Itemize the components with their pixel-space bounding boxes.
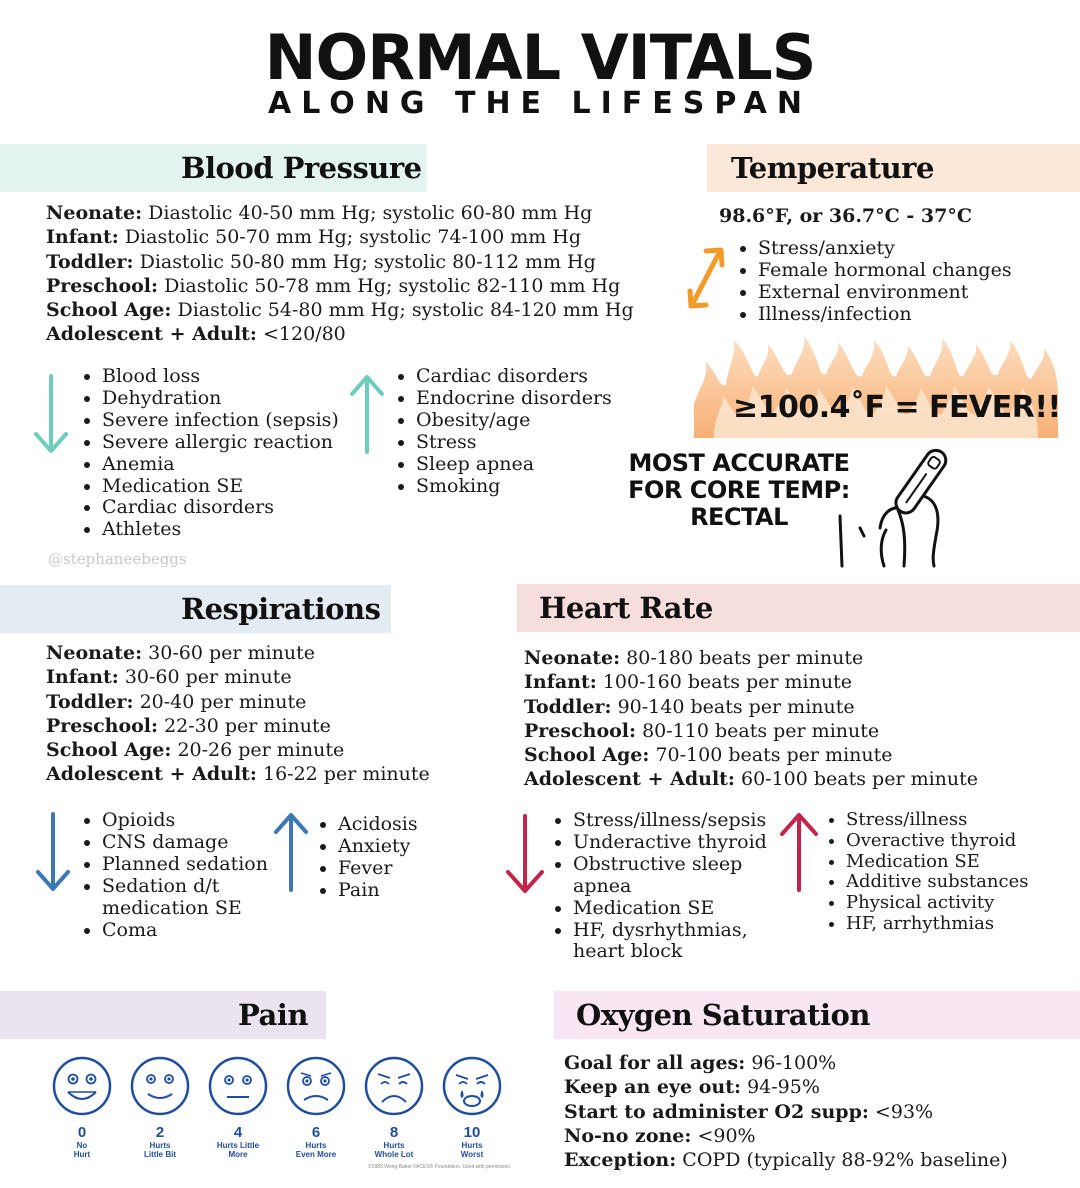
pain-face-4 [198, 1054, 278, 1159]
pain-label: Hurts Little Bit [144, 1141, 176, 1159]
bp-row: Adolescent + Adult: <120/80 [46, 323, 346, 346]
resp-row: Infant: 30-60 per minute [46, 666, 292, 689]
hr-row: School Age: 70-100 beats per minute [524, 744, 893, 767]
bp-row: School Age: Diastolic 54-80 mm Hg; systolic 84-120 mm Hg [46, 299, 634, 322]
resp-up-arrow-icon [272, 810, 310, 892]
fever-threshold: ≥100.4˚F = FEVER!! [733, 390, 1061, 425]
pain-label: Hurts Whole Lot [374, 1141, 414, 1159]
pain-label: Hurts Even More [295, 1141, 337, 1159]
list-item: • CNS damage [102, 832, 292, 854]
list-item: • Severe allergic reaction [102, 432, 339, 454]
watermark: @stephaneebeggs [48, 550, 187, 568]
bp-row: Neonate: Diastolic 40-50 mm Hg; systolic 60-80 mm Hg [46, 202, 593, 224]
list-item: • Obstructive sleep apnea [573, 854, 787, 898]
list-item: • Fever [338, 858, 418, 880]
list-item: • Athletes [102, 519, 339, 541]
o2-ranges [564, 1051, 1008, 1172]
resp-row: Adolescent + Adult: 16-22 per minute [46, 763, 430, 786]
resp-increase-list [316, 814, 418, 902]
rectal-thermometer-icon [834, 444, 964, 572]
list-item: • Acidosis [338, 814, 418, 836]
hurts-worst-face-icon [432, 1054, 512, 1118]
pain-face-6 [276, 1054, 356, 1159]
list-item: • Blood loss [102, 366, 339, 388]
list-item: • Stress/illness [846, 810, 1046, 831]
bp-row: Preschool: Diastolic 50-78 mm Hg; systolic 82-110 mm Hg [46, 274, 621, 297]
o2-row: Exception: COPD (typically 88-92% baseline) [564, 1149, 1008, 1172]
pain-label: No Hurt [73, 1141, 91, 1159]
hr-ranges [524, 646, 978, 792]
page-subtitle: ALONG THE LIFESPAN [268, 86, 812, 121]
list-item: • Obesity/age [416, 410, 612, 432]
list-item: • Female hormonal changes [758, 260, 1012, 282]
o2-row: No-no zone: <90% [564, 1124, 756, 1147]
hurts-whole-lot-face-icon [354, 1054, 434, 1118]
hr-down-arrow-icon [504, 814, 546, 896]
pain-score: 2 [155, 1124, 165, 1141]
hr-increase-list [824, 810, 1046, 935]
resp-down-arrow-icon [34, 812, 72, 894]
hr-up-arrow-icon [778, 810, 820, 892]
o2-row: Goal for all ages: 96-100% [564, 1052, 837, 1074]
pain-score: 6 [311, 1124, 321, 1141]
pain-label: Hurts Little More [216, 1141, 260, 1159]
hr-heading: Heart Rate [539, 591, 713, 625]
bp-row: Infant: Diastolic 50-70 mm Hg; systolic 74-100 mm Hg [46, 226, 582, 249]
list-item: • Stress [416, 432, 612, 454]
resp-row: School Age: 20-26 per minute [46, 739, 345, 762]
list-item: • Sleep apnea [416, 454, 612, 476]
bp-increase-list [394, 366, 612, 497]
bp-heading: Blood Pressure [181, 151, 422, 185]
list-item: • Planned sedation [102, 854, 292, 876]
pain-face-0 [42, 1054, 122, 1159]
hr-row: Infant: 100-160 beats per minute [524, 671, 852, 694]
pain-face-2 [120, 1054, 200, 1159]
list-item: • Stress/anxiety [758, 238, 1012, 260]
pain-label: Hurts Worst [460, 1141, 484, 1159]
o2-row: Start to administer O2 supp: <93% [564, 1100, 934, 1123]
bidirectional-arrow-icon [684, 245, 728, 311]
pain-score: 8 [389, 1124, 399, 1141]
resp-ranges [46, 641, 430, 787]
temp-heading: Temperature [731, 151, 934, 185]
bp-ranges [46, 201, 634, 347]
list-item: • Illness/infection [758, 304, 1012, 326]
list-item: • Underactive thyroid [573, 832, 787, 854]
pain-heading: Pain [238, 998, 308, 1032]
resp-row: Neonate: 30-60 per minute [46, 642, 315, 664]
list-item: • Anxiety [338, 836, 418, 858]
list-item: • Smoking [416, 476, 612, 498]
rectal-temp-note: MOST ACCURATE FOR CORE TEMP: RECTAL [628, 449, 850, 531]
pain-score: 0 [77, 1124, 87, 1141]
bp-up-arrow-icon [348, 372, 386, 454]
pain-scale-credit: ©1983 Wong-Baker FACES® Foundation. Used with permission. [368, 1164, 512, 1170]
bp-down-arrow-icon [32, 374, 70, 456]
no-hurt-face-icon [42, 1054, 122, 1118]
list-item: • Stress/illness/sepsis [573, 810, 787, 832]
pain-face-8 [354, 1054, 434, 1159]
list-item: • Anemia [102, 454, 339, 476]
resp-row: Toddler: 20-40 per minute [46, 690, 307, 713]
hr-row: Toddler: 90-140 beats per minute [524, 695, 855, 718]
bp-decrease-list [80, 366, 339, 541]
hurts-little-more-face-icon [198, 1054, 278, 1118]
bp-row: Toddler: Diastolic 50-80 mm Hg; systolic 80-112 mm Hg [46, 250, 596, 273]
pain-face-10 [432, 1054, 512, 1159]
hr-row: Adolescent + Adult: 60-100 beats per minute [524, 768, 979, 791]
temp-factor-list [736, 238, 1012, 326]
hurts-even-more-face-icon [276, 1054, 356, 1118]
resp-decrease-list [80, 810, 292, 941]
list-item: • Overactive thyroid [846, 831, 1046, 852]
list-item: • Pain [338, 880, 418, 902]
temp-normal: 98.6°F, or 36.7°C - 37°C [719, 205, 972, 227]
list-item: • Sedation d/t medication SE [102, 876, 292, 920]
list-item: • Additive substances [846, 872, 1046, 893]
hr-decrease-list [551, 810, 787, 963]
list-item: • External environment [758, 282, 1012, 304]
page-title: NORMAL VITALS [264, 21, 816, 94]
hr-row: Neonate: 80-180 beats per minute [524, 647, 864, 669]
resp-heading: Respirations [181, 592, 381, 626]
hurts-little-bit-face-icon [120, 1054, 200, 1118]
resp-row: Preschool: 22-30 per minute [46, 714, 331, 737]
list-item: • Medication SE [573, 898, 787, 920]
list-item: • Cardiac disorders [102, 497, 339, 519]
list-item: • Cardiac disorders [416, 366, 612, 388]
list-item: • Medication SE [846, 852, 1046, 873]
o2-row: Keep an eye out: 94-95% [564, 1076, 820, 1099]
list-item: • Physical activity [846, 893, 1046, 914]
hr-row: Preschool: 80-110 beats per minute [524, 719, 880, 742]
list-item: • Opioids [102, 810, 292, 832]
list-item: • Severe infection (sepsis) [102, 410, 339, 432]
o2-heading: Oxygen Saturation [576, 998, 870, 1032]
list-item: • Medication SE [102, 476, 339, 498]
list-item: • HF, arrhythmias [846, 914, 1046, 935]
list-item: • Endocrine disorders [416, 388, 612, 410]
list-item: • Dehydration [102, 388, 339, 410]
list-item: • HF, dysrhythmias, heart block [573, 920, 787, 964]
pain-score: 4 [233, 1124, 243, 1141]
pain-score: 10 [463, 1124, 481, 1141]
list-item: • Coma [102, 920, 292, 942]
